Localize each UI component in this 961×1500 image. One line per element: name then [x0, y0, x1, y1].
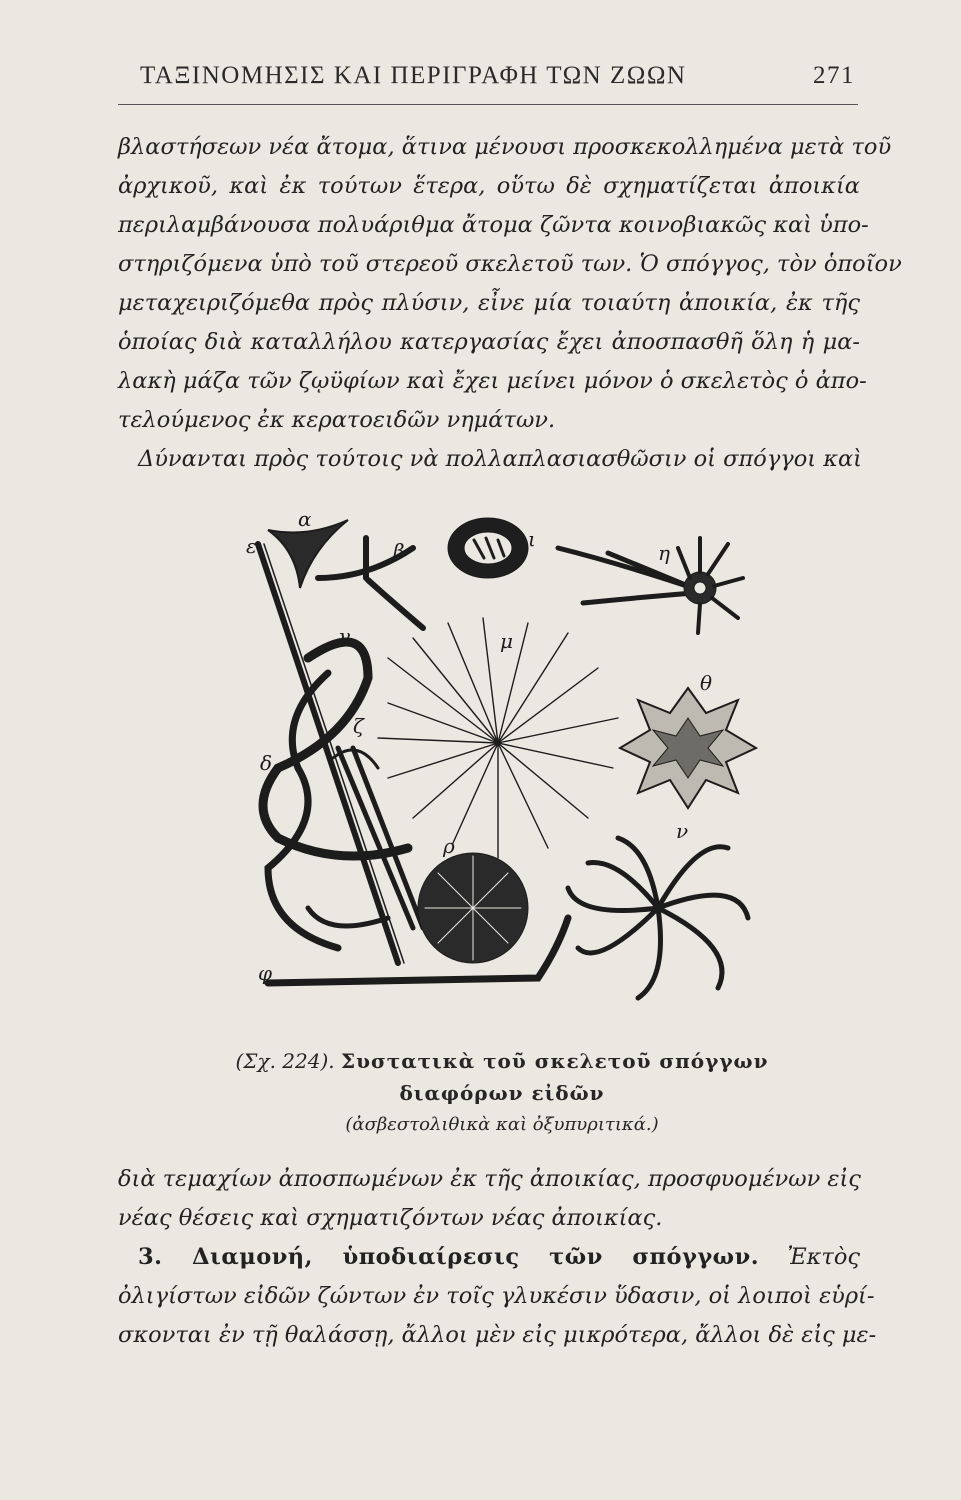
text-line: βλαστήσεων νέα ἄτομα, ἅτινα μένουσι προσκεκολλημένα μετὰ τοῦ — [118, 134, 892, 160]
section-heading: 3. Διαμονή, ὑποδιαίρεσις τῶν σπόγγων. — [138, 1244, 760, 1270]
running-head — [140, 62, 855, 90]
text-line: περιλαμβάνουσα πολυάριθμα ἄτομα ζῶντα κοινοβιακῶς καὶ ὑπο- — [118, 212, 869, 238]
text-line: νέας θέσεις καὶ σχηματιζόντων νέας ἀποικίας. — [118, 1205, 663, 1231]
figure-label-eta: η — [658, 541, 670, 565]
figure-label-theta: θ — [700, 671, 713, 695]
figure-label-alpha: α — [298, 508, 312, 531]
text-line: τελούμενος ἐκ κερατοειδῶν νημάτων. — [118, 407, 556, 433]
figure-label-iota: ι — [528, 527, 536, 551]
figure-label-gamma: γ — [338, 624, 350, 648]
figure-label-rho: ρ — [443, 834, 455, 858]
section-first-line — [118, 1238, 860, 1277]
figure-label-delta: δ — [260, 751, 273, 775]
figure-label-phi: φ — [258, 961, 273, 985]
paragraph-after — [118, 1160, 860, 1238]
text-line: διὰ τεμαχίων ἀποσπωμένων ἐκ τῆς ἀποικίας, προσφυομένων εἰς — [118, 1166, 861, 1192]
text-line: Δύνανται πρὸς τούτοις νὰ πολλαπλασιασθῶσιν οἱ σπόγγοι καὶ — [138, 446, 862, 472]
running-head-title: ΤΑΞΙΝΟΜΗΣΙΣ ΚΑΙ ΠΕΡΙΓΡΑΦΗ ΤΩΝ ΖΩΩΝ — [140, 62, 687, 89]
sponge-spicules-figure — [238, 508, 878, 1008]
section-paragraph — [118, 1238, 877, 1355]
caption-title-2: διαφόρων εἰδῶν — [399, 1081, 605, 1105]
paragraph-top — [118, 128, 902, 479]
caption-subtitle: (ἀσβεστολιθικὰ καὶ ὀξυπυριτικά.) — [345, 1114, 659, 1135]
text-line: ὀλιγίστων εἰδῶν ζώντων ἐν τοῖς γλυκέσιν ὕδασιν, οἱ λοιποὶ εὑρί- — [118, 1283, 875, 1309]
text-line: Ἐκτὸς — [787, 1244, 861, 1270]
caption-number: (Σχ. 224). — [235, 1049, 335, 1073]
page-number: 271 — [813, 62, 855, 89]
text-line: ὁποίας διὰ καταλλήλου κατεργασίας ἔχει ἀποσπασθῆ ὅλη ἡ μα- — [118, 329, 860, 355]
caption-title-1: Συστατικὰ τοῦ σκελετοῦ σπόγγων — [340, 1049, 769, 1073]
text-line: λακὴ μάζα τῶν ζῳϋφίων καὶ ἔχει μείνει μόνον ὁ σκελετὸς ὁ ἀπο- — [118, 368, 867, 394]
text-line: σκονται ἐν τῇ θαλάσσῃ, ἄλλοι μὲν εἰς μικρότερα, ἄλλοι δὲ εἰς με- — [118, 1322, 877, 1348]
figure-label-zeta: ζ — [353, 714, 364, 738]
figure-label-epsilon: ε — [246, 534, 257, 558]
figure-label-beta: β — [393, 539, 405, 563]
header-rule — [118, 104, 858, 105]
text-line: μεταχειριζόμεθα πρὸς πλύσιν, εἶνε μία τοιαύτη ἀποικία, ἐκ τῆς — [118, 290, 860, 316]
text-line: στηριζόμενα ὑπὸ τοῦ στερεοῦ σκελετοῦ των. Ὁ σπόγγος, τὸν ὁποῖον — [118, 251, 902, 277]
figure-label-mu: μ — [500, 629, 513, 653]
figure-caption — [212, 1045, 792, 1141]
figure-label-nu: ν — [676, 819, 689, 843]
text-line: ἀρχικοῦ, καὶ ἐκ τούτων ἕτερα, οὕτω δὲ σχηματίζεται ἀποικία — [118, 173, 860, 199]
